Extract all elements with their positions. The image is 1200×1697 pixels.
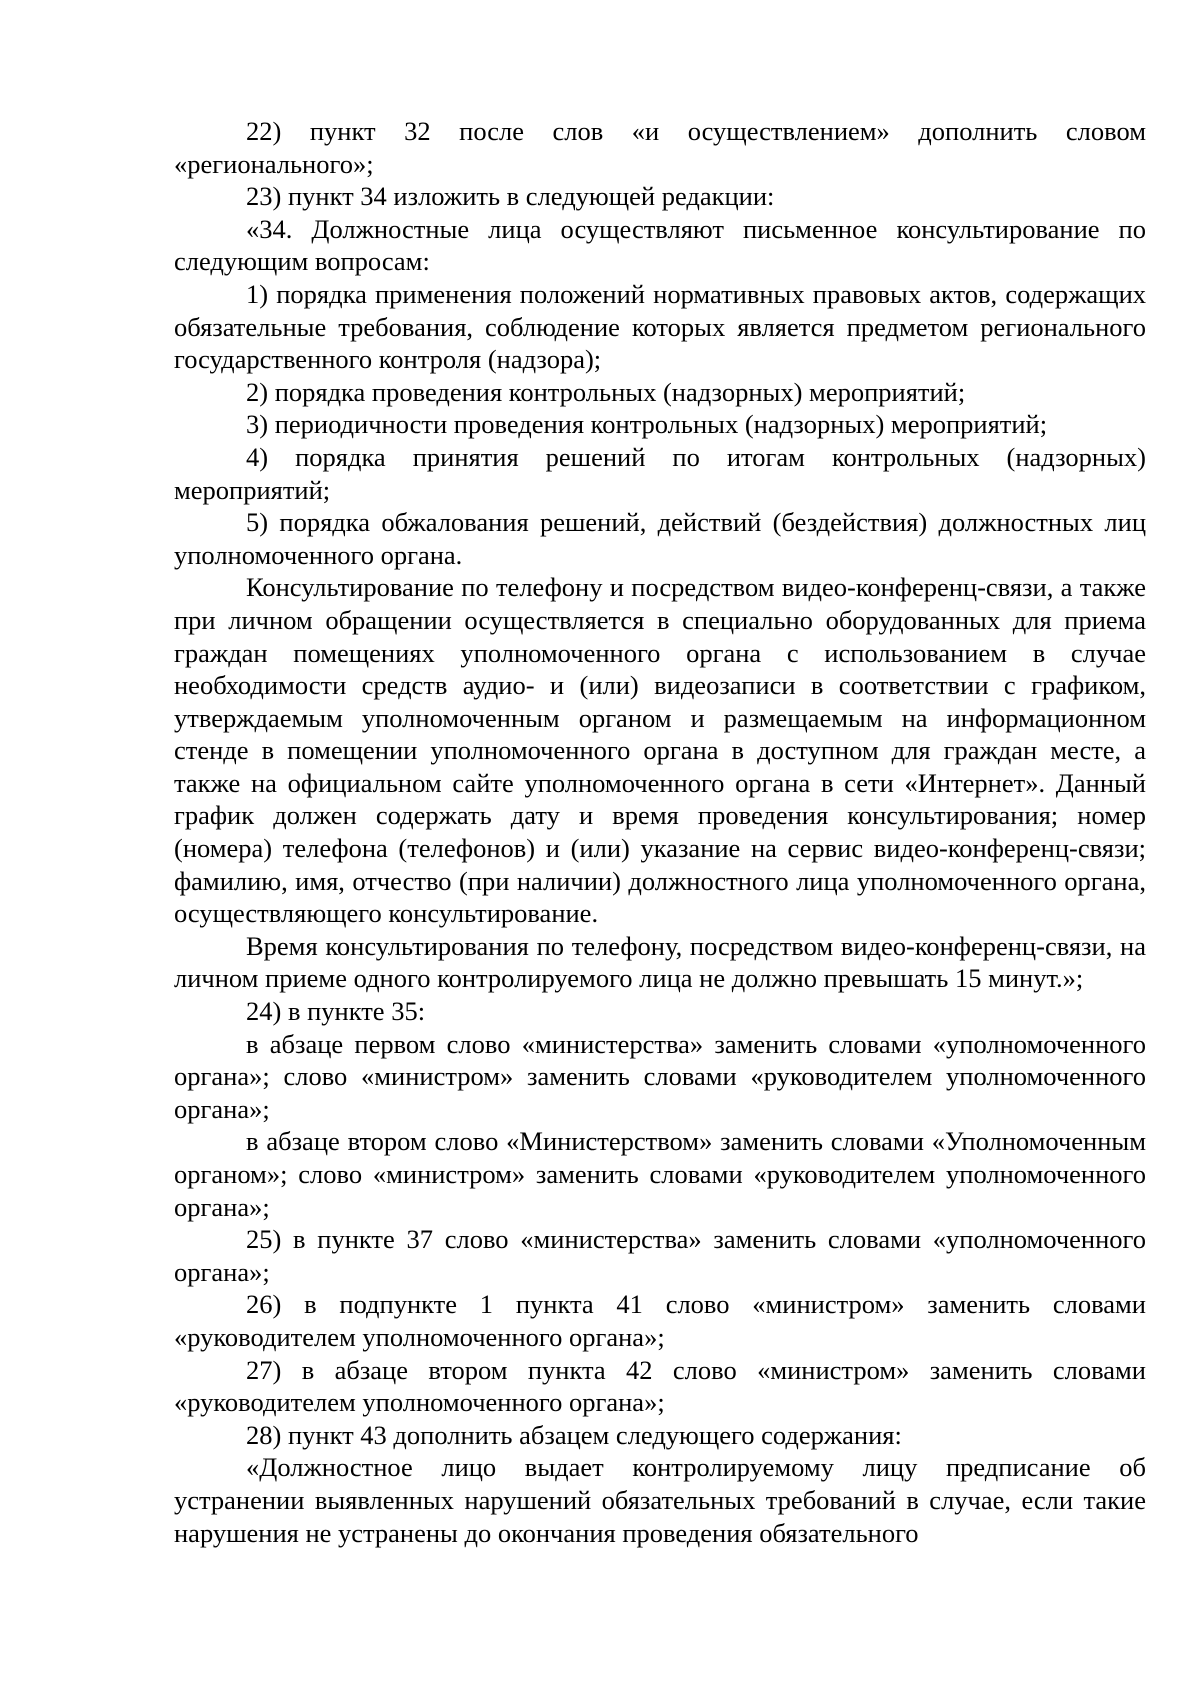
paragraph-item-24: 24) в пункте 35:	[246, 996, 426, 1027]
paragraph-item-24-first-abzac: в абзаце первом слово «министерства» заменить словами «уполномоченного органа»; слово «министром» заменить словами «руководителем уполномоченного органа»;	[174, 1028, 1146, 1124]
paragraph-subitem-4: 4) порядка принятия решений по итогам контрольных (надзорных) мероприятий;	[174, 441, 1146, 505]
paragraph-item-28-new-abzac: «Должностное лицо выдает контролируемому лицу предписание об устранении выявленных нарушений обязательных требований в случае, если такие нарушения не устранены до окончания проведения обязательного	[174, 1452, 1146, 1548]
paragraph-consulting-schedule: Консультирование по телефону и посредством видео-конференц-связи, а также при личном обращении осуществляется в специально оборудованных для приема граждан помещениях уполномоченного органа с использованием в случае необходимости средств аудио- и (или) видеозаписи в соответствии с графиком, утверждаемым уполномоченным органом и размещаемым на информационном стенде в помещении уполномоченного органа в доступном для граждан месте, а также на официальном сайте уполномоченного органа в сети «Интернет». Данный график должен содержать дату и время проведения консультирования; номер (номера) телефона (телефонов) и (или) указание на сервис видео-конференц-связи; фамилию, имя, отчество (при наличии) должностного лица уполномоченного органа, осуществляющего консультирование.	[174, 572, 1146, 929]
paragraph-point-34-intro: «34. Должностные лица осуществляют письменное консультирование по следующим вопросам:	[174, 213, 1146, 277]
paragraph-subitem-2: 2) порядка проведения контрольных (надзорных) мероприятий;	[246, 376, 966, 407]
paragraph-item-24-second-abzac: в абзаце втором слово «Министерством» заменить словами «Уполномоченным органом»; слово «министром» заменить словами «руководителем уполномоченного органа»;	[174, 1126, 1146, 1222]
document-page	[174, 115, 1146, 1549]
paragraph-item-26: 26) в подпункте 1 пункта 41 слово «министром» заменить словами «руководителем уполномоченного органа»;	[174, 1289, 1146, 1352]
paragraph-item-27: 27) в абзаце втором пункта 42 слово «министром» заменить словами «руководителем уполномоченного органа»;	[174, 1354, 1146, 1418]
paragraph-item-25: 25) в пункте 37 слово «министерства» заменить словами «уполномоченного органа»;	[174, 1224, 1146, 1287]
paragraph-consulting-time: Время консультирования по телефону, посредством видео-конференц-связи, на личном приеме одного контролируемого лица не должно превышать 15 минут.»;	[174, 930, 1146, 994]
paragraph-item-22: 22) пункт 32 после слов «и осуществлением» дополнить словом «регионального»;	[174, 116, 1146, 179]
paragraph-item-28: 28) пункт 43 дополнить абзацем следующего содержания:	[246, 1419, 902, 1450]
paragraph-subitem-1: 1) порядка применения положений нормативных правовых актов, содержащих обязательные требования, соблюдение которых является предметом регионального государственного контроля (надзора);	[174, 278, 1146, 375]
paragraph-item-23: 23) пункт 34 изложить в следующей редакции:	[246, 181, 775, 212]
paragraph-subitem-5: 5) порядка обжалования решений, действий (бездействия) должностных лиц уполномоченного органа.	[174, 507, 1146, 570]
paragraph-subitem-3: 3) периодичности проведения контрольных (надзорных) мероприятий;	[246, 409, 1048, 440]
